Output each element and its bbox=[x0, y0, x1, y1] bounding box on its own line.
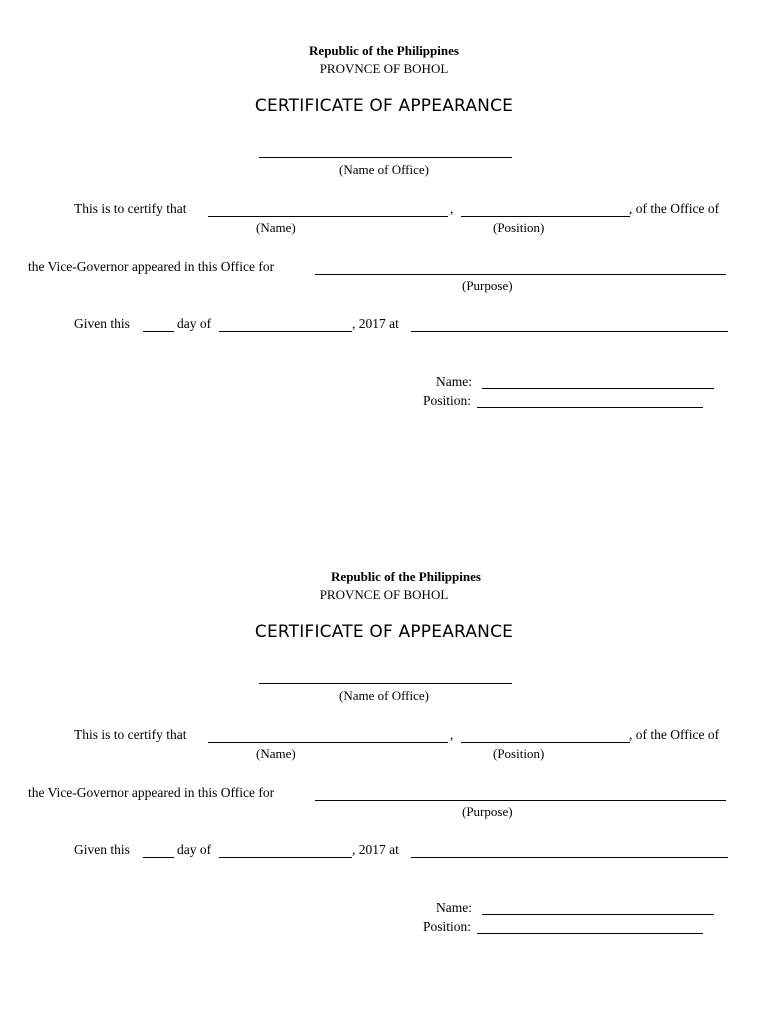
signature-name-label: Name: bbox=[436, 900, 472, 915]
month-blank bbox=[219, 857, 352, 858]
place-blank bbox=[411, 857, 728, 858]
day-of-text: day of bbox=[177, 316, 212, 331]
republic-heading: Republic of the Philippines bbox=[331, 569, 481, 584]
certify-text: This is to certify that bbox=[74, 201, 187, 216]
place-blank bbox=[411, 331, 728, 332]
signature-name-blank bbox=[482, 388, 714, 389]
name-caption: (Name) bbox=[256, 746, 296, 761]
vice-governor-text: the Vice-Governor appeared in this Office for bbox=[28, 259, 275, 274]
republic-heading: Republic of the Philippines bbox=[309, 43, 459, 58]
purpose-caption: (Purpose) bbox=[462, 804, 513, 819]
certify-text: This is to certify that bbox=[74, 727, 187, 742]
name-of-office-blank bbox=[259, 683, 512, 684]
position-blank bbox=[461, 742, 630, 743]
certificate-2 bbox=[0, 526, 768, 1006]
certificate-1 bbox=[0, 0, 768, 480]
purpose-caption: (Purpose) bbox=[462, 278, 513, 293]
day-of-text: day of bbox=[177, 842, 212, 857]
province-heading: PROVNCE OF BOHOL bbox=[319, 61, 449, 76]
province-heading: PROVNCE OF BOHOL bbox=[319, 587, 449, 602]
position-caption: (Position) bbox=[493, 746, 545, 761]
signature-position-blank bbox=[477, 407, 703, 408]
office-of-text: , of the Office of bbox=[629, 727, 720, 742]
signature-position-blank bbox=[477, 933, 703, 934]
name-of-office-blank bbox=[259, 157, 512, 158]
signature-name-label: Name: bbox=[436, 374, 472, 389]
signature-name-blank bbox=[482, 914, 714, 915]
given-this-text: Given this bbox=[74, 316, 130, 331]
name-caption: (Name) bbox=[256, 220, 296, 235]
name-of-office-caption: (Name of Office) bbox=[339, 162, 429, 177]
given-this-text: Given this bbox=[74, 842, 130, 857]
purpose-blank bbox=[315, 800, 726, 801]
signature-position-label: Position: bbox=[423, 393, 472, 408]
name-of-office-caption: (Name of Office) bbox=[339, 688, 429, 703]
month-blank bbox=[219, 331, 352, 332]
year-text: , 2017 at bbox=[352, 842, 399, 857]
comma: , bbox=[450, 201, 454, 216]
purpose-blank bbox=[315, 274, 726, 275]
certificate-title: CERTIFICATE OF APPEARANCE bbox=[254, 96, 514, 116]
day-blank bbox=[143, 331, 174, 332]
name-blank bbox=[208, 742, 448, 743]
position-blank bbox=[461, 216, 630, 217]
vice-governor-text: the Vice-Governor appeared in this Office for bbox=[28, 785, 275, 800]
signature-position-label: Position: bbox=[423, 919, 472, 934]
name-blank bbox=[208, 216, 448, 217]
office-of-text: , of the Office of bbox=[629, 201, 720, 216]
day-blank bbox=[143, 857, 174, 858]
position-caption: (Position) bbox=[493, 220, 545, 235]
certificate-title: CERTIFICATE OF APPEARANCE bbox=[254, 622, 514, 642]
comma: , bbox=[450, 727, 454, 742]
year-text: , 2017 at bbox=[352, 316, 399, 331]
